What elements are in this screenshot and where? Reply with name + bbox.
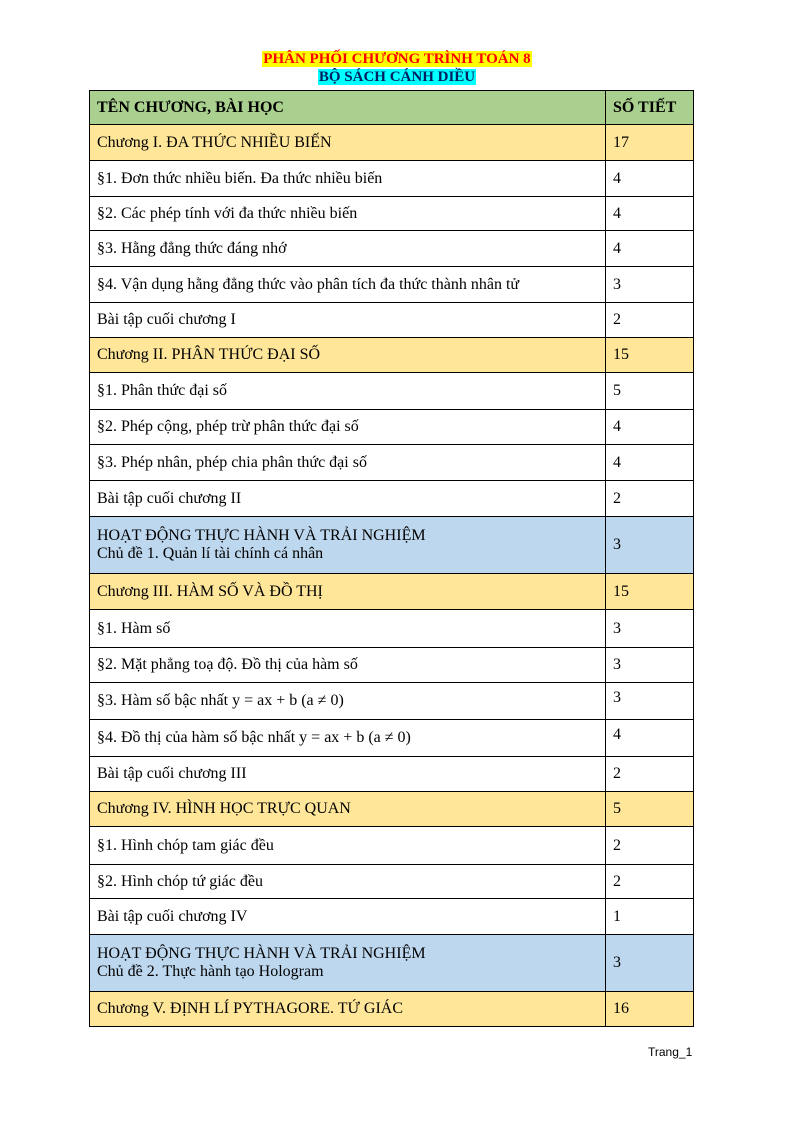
lesson-periods: 3 xyxy=(606,683,694,720)
table-header-row xyxy=(90,91,694,125)
table-row xyxy=(90,899,694,935)
lesson-periods: 3 xyxy=(606,267,694,303)
lesson-name: §4. Đồ thị của hàm số bậc nhất y = ax + b (a ≠ 0) xyxy=(90,720,606,757)
lesson-name: §1. Đơn thức nhiều biến. Đa thức nhiều biến xyxy=(90,161,606,197)
lesson-periods: 2 xyxy=(606,757,694,792)
lesson-name: §2. Các phép tính với đa thức nhiều biến xyxy=(90,197,606,231)
lesson-periods: 15 xyxy=(606,338,694,373)
table-row xyxy=(90,303,694,338)
table-row xyxy=(90,610,694,648)
table-row xyxy=(90,827,694,865)
lesson-periods: 4 xyxy=(606,197,694,231)
title-line-2: BỘ SÁCH CÁNH DIỀU xyxy=(318,69,476,85)
lesson-periods: 4 xyxy=(606,445,694,481)
lesson-name: §2. Mặt phẳng toạ độ. Đồ thị của hàm số xyxy=(90,648,606,683)
table-row xyxy=(90,267,694,303)
header-periods: SỐ TIẾT xyxy=(606,91,694,125)
lesson-name: Bài tập cuối chương IV xyxy=(90,899,606,935)
table-row xyxy=(90,445,694,481)
lesson-periods: 3 xyxy=(606,517,694,574)
lesson-name: Chương V. ĐỊNH LÍ PYTHAGORE. TỨ GIÁC xyxy=(90,992,606,1027)
table-row xyxy=(90,865,694,899)
lesson-name: §3. Phép nhân, phép chia phân thức đại số xyxy=(90,445,606,481)
chapter-row xyxy=(90,992,694,1027)
lesson-periods: 16 xyxy=(606,992,694,1027)
lesson-name: §1. Hình chóp tam giác đều xyxy=(90,827,606,865)
table-row xyxy=(90,757,694,792)
activity-cell xyxy=(90,935,606,992)
lesson-name: §1. Phân thức đại số xyxy=(90,373,606,410)
lesson-periods: 2 xyxy=(606,865,694,899)
lesson-periods: 2 xyxy=(606,481,694,517)
page-number: Trang_1 xyxy=(648,1045,693,1059)
table-row xyxy=(90,231,694,267)
lesson-name: Chương III. HÀM SỐ VÀ ĐỒ THỊ xyxy=(90,574,606,610)
activity-cell xyxy=(90,517,606,574)
activity-row xyxy=(90,517,694,574)
activity-row xyxy=(90,935,694,992)
lesson-name: Bài tập cuối chương III xyxy=(90,757,606,792)
lesson-periods: 5 xyxy=(606,792,694,827)
lesson-name: Bài tập cuối chương II xyxy=(90,481,606,517)
lesson-name: §3. Hằng đẳng thức đáng nhớ xyxy=(90,231,606,267)
chapter-row xyxy=(90,792,694,827)
table-row xyxy=(90,161,694,197)
chapter-row xyxy=(90,125,694,161)
lesson-periods: 17 xyxy=(606,125,694,161)
lesson-periods: 1 xyxy=(606,899,694,935)
lesson-periods: 5 xyxy=(606,373,694,410)
chapter-row xyxy=(90,574,694,610)
lesson-name: §3. Hàm số bậc nhất y = ax + b (a ≠ 0) xyxy=(90,683,606,720)
lesson-name: Chương I. ĐA THỨC NHIỀU BIẾN xyxy=(90,125,606,161)
table-row xyxy=(90,481,694,517)
lesson-name: §1. Hàm số xyxy=(90,610,606,648)
lesson-name: §2. Hình chóp tứ giác đều xyxy=(90,865,606,899)
lesson-periods: 3 xyxy=(606,648,694,683)
document-title xyxy=(0,50,794,86)
table-row xyxy=(90,197,694,231)
lesson-periods: 4 xyxy=(606,410,694,445)
lesson-periods: 3 xyxy=(606,935,694,992)
header-lesson: TÊN CHƯƠNG, BÀI HỌC xyxy=(90,91,606,125)
lesson-name: Bài tập cuối chương I xyxy=(90,303,606,338)
lesson-periods: 3 xyxy=(606,610,694,648)
activity-title: HOẠT ĐỘNG THỰC HÀNH VÀ TRẢI NGHIỆM xyxy=(97,527,426,544)
table-row xyxy=(90,373,694,410)
lesson-periods: 2 xyxy=(606,303,694,338)
table-row xyxy=(90,410,694,445)
lesson-periods: 15 xyxy=(606,574,694,610)
title-line-1: PHÂN PHỐI CHƯƠNG TRÌNH TOÁN 8 xyxy=(263,51,531,67)
lesson-periods: 4 xyxy=(606,231,694,267)
table-row xyxy=(90,648,694,683)
lesson-name: Chương II. PHÂN THỨC ĐẠI SỐ xyxy=(90,338,606,373)
curriculum-table xyxy=(89,90,694,1027)
lesson-periods: 4 xyxy=(606,161,694,197)
table-row xyxy=(90,683,694,720)
lesson-periods: 4 xyxy=(606,720,694,757)
activity-title: HOẠT ĐỘNG THỰC HÀNH VÀ TRẢI NGHIỆM xyxy=(97,945,426,962)
lesson-name: §4. Vận dụng hằng đẳng thức vào phân tích đa thức thành nhân tử xyxy=(90,267,606,303)
lesson-periods: 2 xyxy=(606,827,694,865)
lesson-name: Chương IV. HÌNH HỌC TRỰC QUAN xyxy=(90,792,606,827)
lesson-name: §2. Phép cộng, phép trừ phân thức đại số xyxy=(90,410,606,445)
activity-topic: Chủ đề 2. Thực hành tạo Hologram xyxy=(97,963,324,980)
table-row xyxy=(90,720,694,757)
chapter-row xyxy=(90,338,694,373)
activity-topic: Chủ đề 1. Quản lí tài chính cá nhân xyxy=(97,545,324,562)
